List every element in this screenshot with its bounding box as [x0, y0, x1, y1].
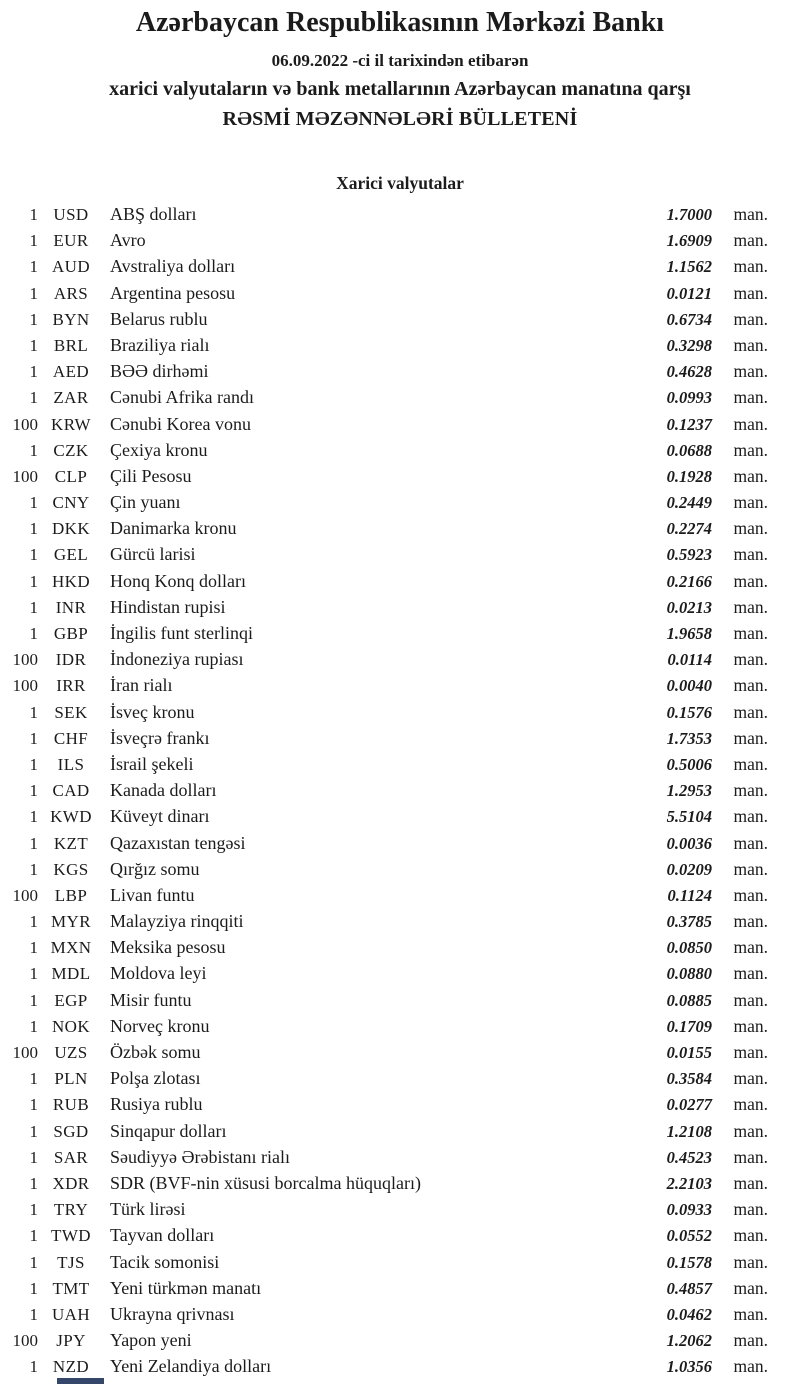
- rate-quantity: 100: [12, 1043, 38, 1062]
- rate-value: 0.0880: [666, 964, 712, 984]
- unit-label: man.: [733, 413, 768, 434]
- currency-name: Belarus rublu: [110, 308, 208, 329]
- rate-row: [0, 990, 800, 1016]
- rate-value: 0.0933: [666, 1200, 712, 1220]
- rate-quantity: 1: [29, 1252, 38, 1272]
- currency-name: Braziliya rialı: [110, 334, 210, 355]
- currency-code: LBP: [54, 885, 88, 905]
- unit-label: man.: [733, 1094, 768, 1115]
- currency-name: Özbək somu: [110, 1042, 201, 1062]
- rate-quantity: 1: [29, 624, 38, 643]
- currency-name: İsrail şekeli: [110, 753, 194, 774]
- rate-row: [0, 309, 800, 335]
- currency-code: CLP: [54, 466, 88, 486]
- currency-code: TWD: [51, 1226, 91, 1246]
- rate-quantity: 1: [29, 1278, 38, 1298]
- unit-label: man.: [733, 1303, 768, 1324]
- currency-name: İran rialı: [110, 675, 173, 696]
- rate-row: [0, 571, 800, 597]
- rate-value: 0.0036: [666, 833, 712, 853]
- rate-quantity: 1: [29, 1304, 38, 1324]
- rate-quantity: 1: [29, 283, 38, 303]
- rate-row: [0, 361, 800, 387]
- rate-row: [0, 963, 800, 989]
- rate-value: 0.5923: [666, 545, 712, 565]
- rate-quantity: 1: [29, 440, 38, 460]
- currency-name: Qırğız somu: [110, 858, 200, 879]
- rate-quantity: 1: [29, 231, 38, 251]
- unit-label: man.: [733, 361, 768, 382]
- currency-code: CAD: [52, 781, 90, 801]
- rate-quantity: 1: [29, 335, 38, 355]
- rate-value: 2.2103: [666, 1173, 712, 1193]
- rate-row: [0, 1094, 800, 1120]
- currency-code: ILS: [57, 754, 85, 774]
- currency-code: EGP: [54, 990, 88, 1010]
- unit-label: man.: [733, 675, 768, 696]
- currency-code: TMT: [52, 1278, 90, 1298]
- rate-row: [0, 1278, 800, 1304]
- currency-name: Cənubi Korea vonu: [110, 413, 251, 434]
- rate-row: [0, 728, 800, 754]
- rate-value: 0.6734: [666, 309, 712, 329]
- unit-label: man.: [733, 544, 768, 565]
- currency-name: İngilis funt sterlinqi: [110, 623, 253, 643]
- currency-name: Türk lirəsi: [110, 1199, 186, 1220]
- rate-value: 0.0850: [666, 938, 712, 958]
- unit-label: man.: [733, 1199, 768, 1220]
- rate-value: 1.2062: [666, 1331, 712, 1351]
- currency-name: Rusiya rublu: [110, 1094, 203, 1115]
- currency-name: Yeni Zelandiya dolları: [110, 1356, 272, 1377]
- currency-code: BRL: [53, 335, 89, 355]
- rate-quantity: 1: [29, 728, 38, 748]
- currency-code: XDR: [52, 1173, 90, 1193]
- rate-quantity: 1: [29, 702, 38, 722]
- unit-label: man.: [733, 1330, 768, 1351]
- unit-label: man.: [733, 1172, 768, 1193]
- rate-value: 0.3785: [666, 912, 712, 932]
- rate-row: [0, 466, 800, 492]
- currency-name: Livan funtu: [110, 884, 195, 905]
- unit-label: man.: [733, 989, 768, 1010]
- currency-code: CNY: [52, 493, 90, 513]
- rate-quantity: 1: [29, 1147, 38, 1167]
- currency-code: AED: [52, 362, 90, 382]
- currency-code: EUR: [53, 231, 89, 251]
- unit-label: man.: [733, 230, 768, 251]
- rate-quantity: 1: [29, 545, 38, 565]
- rate-row: [0, 256, 800, 282]
- currency-name: Gürcü larisi: [110, 544, 196, 565]
- currency-name: Səudiyyə Ərəbistanı rialı: [110, 1146, 290, 1167]
- currency-name: Malayziya rinqqiti: [110, 911, 244, 932]
- rate-value: 0.0040: [666, 676, 712, 696]
- bulletin-title: RƏSMİ MƏZƏNNƏLƏRİ BÜLLETENİ: [222, 108, 578, 130]
- rate-row: [0, 780, 800, 806]
- unit-label: man.: [733, 937, 768, 958]
- currency-name: Ukrayna qrivnası: [110, 1303, 235, 1324]
- rate-quantity: 100: [12, 676, 38, 696]
- currency-code: IRR: [56, 676, 86, 696]
- rate-row: [0, 440, 800, 466]
- rate-row: [0, 649, 800, 675]
- rate-quantity: 1: [29, 1121, 38, 1141]
- bank-name-title: Azərbaycan Respublikasının Mərkəzi Bankı: [135, 7, 665, 38]
- unit-label: man.: [733, 282, 768, 303]
- rate-quantity: 1: [29, 205, 38, 224]
- rate-quantity: 1: [29, 1357, 38, 1377]
- currency-code: HKD: [51, 571, 91, 591]
- currency-name: Çin yuanı: [110, 492, 181, 513]
- rate-value: 0.0277: [666, 1095, 712, 1115]
- unit-label: man.: [733, 806, 768, 827]
- rate-row: [0, 1121, 800, 1147]
- rate-value: 0.2449: [666, 493, 712, 513]
- unit-label: man.: [733, 1277, 768, 1298]
- unit-label: man.: [733, 832, 768, 853]
- rate-quantity: 1: [29, 1200, 38, 1220]
- rate-row: [0, 1016, 800, 1042]
- unit-label: man.: [733, 1120, 768, 1141]
- rate-quantity: 1: [29, 833, 38, 853]
- currency-code: SEK: [54, 702, 88, 722]
- currency-code: GEL: [53, 545, 89, 565]
- rate-value: 0.2274: [666, 519, 712, 539]
- currency-code: JPY: [56, 1331, 86, 1351]
- currency-name: ABŞ dolları: [110, 204, 197, 224]
- rate-value: 0.0213: [666, 597, 712, 617]
- rate-quantity: 1: [29, 1016, 38, 1036]
- unit-label: man.: [733, 492, 768, 513]
- currency-code: MDL: [51, 964, 91, 984]
- currency-name: Tacik somonisi: [110, 1251, 220, 1272]
- rate-value: 0.3298: [666, 335, 712, 355]
- currency-name: Danimarka kronu: [110, 518, 237, 539]
- rate-quantity: 100: [12, 885, 38, 905]
- currency-code: RUB: [52, 1095, 90, 1115]
- unit-label: man.: [733, 858, 768, 879]
- currency-name: Avro: [110, 230, 146, 251]
- unit-label: man.: [733, 1225, 768, 1246]
- currency-code: CZK: [53, 440, 89, 460]
- currency-name: Meksika pesosu: [110, 937, 226, 958]
- rate-value: 1.7000: [666, 205, 712, 224]
- rate-quantity: 1: [29, 754, 38, 774]
- rate-row: [0, 1199, 800, 1225]
- rate-value: 0.1578: [666, 1252, 712, 1272]
- rate-quantity: 1: [29, 597, 38, 617]
- currency-code: KZT: [53, 833, 89, 853]
- rate-row: [0, 1042, 800, 1068]
- rate-row: [0, 885, 800, 911]
- rate-value: 1.7353: [666, 728, 712, 748]
- rate-quantity: 1: [29, 257, 38, 277]
- rate-quantity: 1: [29, 1226, 38, 1246]
- unit-label: man.: [733, 753, 768, 774]
- currency-name: SDR (BVF-nin xüsusi borcalma hüquqları): [110, 1172, 421, 1193]
- currency-code: DKK: [51, 519, 91, 539]
- unit-label: man.: [733, 1068, 768, 1089]
- rate-value: 0.0688: [666, 440, 712, 460]
- currency-name: Küveyt dinarı: [110, 806, 210, 827]
- rate-value: 1.6909: [666, 231, 712, 251]
- unit-label: man.: [733, 884, 768, 905]
- unit-label: man.: [733, 439, 768, 460]
- rate-value: 0.0155: [666, 1043, 712, 1062]
- rate-row: [0, 702, 800, 728]
- rate-row: [0, 597, 800, 623]
- rate-row: [0, 937, 800, 963]
- rate-quantity: 1: [29, 859, 38, 879]
- rate-quantity: 1: [29, 388, 38, 408]
- currency-name: Honq Konq dolları: [110, 570, 246, 591]
- rate-row: [0, 1252, 800, 1278]
- currency-code: USD: [53, 205, 89, 224]
- rate-value: 0.3584: [666, 1069, 712, 1089]
- unit-label: man.: [733, 1015, 768, 1036]
- rate-quantity: 1: [29, 1069, 38, 1089]
- rate-quantity: 1: [29, 493, 38, 513]
- rate-value: 0.1709: [666, 1016, 712, 1036]
- rate-quantity: 100: [12, 650, 38, 670]
- rate-row: [0, 859, 800, 885]
- rate-quantity: 1: [29, 938, 38, 958]
- currency-code: SGD: [53, 1121, 89, 1141]
- unit-label: man.: [733, 387, 768, 408]
- currency-name: İsveç kronu: [110, 701, 195, 722]
- rate-quantity: 1: [29, 912, 38, 932]
- currency-code: GBP: [53, 624, 89, 643]
- rate-value: 1.1562: [666, 257, 712, 277]
- rate-row: [0, 754, 800, 780]
- currency-name: Sinqapur dolları: [110, 1120, 227, 1141]
- rate-value: 1.9658: [666, 624, 712, 643]
- unit-label: man.: [733, 701, 768, 722]
- unit-label: man.: [733, 780, 768, 801]
- rate-row: [0, 414, 800, 440]
- unit-label: man.: [733, 596, 768, 617]
- rate-row: [0, 518, 800, 544]
- unit-label: man.: [733, 308, 768, 329]
- rate-row: [0, 387, 800, 413]
- rate-row: [0, 204, 800, 230]
- rate-quantity: 100: [12, 414, 38, 434]
- rate-value: 0.5006: [666, 754, 712, 774]
- currency-name: Qazaxıstan tengəsi: [110, 832, 246, 853]
- currency-name: Moldova leyi: [110, 963, 207, 984]
- rate-value: 0.0114: [667, 650, 712, 670]
- rate-row: [0, 492, 800, 518]
- rate-value: 5.5104: [666, 807, 712, 827]
- rate-row: [0, 1356, 800, 1382]
- rate-row: [0, 544, 800, 570]
- rate-quantity: 1: [29, 807, 38, 827]
- rate-row: [0, 1225, 800, 1251]
- currency-code: MYR: [51, 912, 91, 932]
- rate-quantity: 1: [29, 964, 38, 984]
- currency-name: Misir funtu: [110, 989, 192, 1010]
- rate-row: [0, 230, 800, 256]
- currency-code: ARS: [53, 283, 89, 303]
- rate-row: [0, 1173, 800, 1199]
- unit-label: man.: [733, 623, 768, 643]
- currency-code: SAR: [53, 1147, 89, 1167]
- rate-quantity: 100: [12, 1331, 38, 1351]
- rate-quantity: 1: [29, 1173, 38, 1193]
- currency-code: UAH: [51, 1304, 91, 1324]
- rate-row: [0, 283, 800, 309]
- rate-value: 0.0552: [666, 1226, 712, 1246]
- unit-label: man.: [733, 518, 768, 539]
- currency-name: Norveç kronu: [110, 1015, 210, 1036]
- currency-name: Avstraliya dolları: [110, 256, 236, 277]
- currency-name: İndoneziya rupiası: [110, 649, 244, 670]
- currency-code: INR: [55, 597, 87, 617]
- unit-label: man.: [733, 465, 768, 486]
- unit-label: man.: [733, 911, 768, 932]
- currency-name: Çili Pesosu: [110, 465, 192, 486]
- rate-value: 0.4857: [666, 1278, 712, 1298]
- rate-value: 0.0462: [666, 1304, 712, 1324]
- rate-quantity: 1: [29, 362, 38, 382]
- currency-name: BƏƏ dirhəmi: [110, 361, 209, 382]
- rate-row: [0, 675, 800, 701]
- unit-label: man.: [733, 649, 768, 670]
- rate-value: 0.4628: [666, 362, 712, 382]
- currency-name: Yapon yeni: [110, 1330, 192, 1351]
- currency-code: NOK: [51, 1016, 91, 1036]
- rate-quantity: 1: [29, 1095, 38, 1115]
- currency-code: PLN: [54, 1069, 88, 1089]
- rate-quantity: 1: [29, 781, 38, 801]
- effective-date-line: 06.09.2022 -ci il tarixindən etibarən: [271, 51, 529, 70]
- currency-code: MXN: [50, 938, 92, 958]
- unit-label: man.: [733, 1042, 768, 1062]
- rate-value: 0.0121: [666, 283, 712, 303]
- rate-quantity: 1: [29, 519, 38, 539]
- rate-value: 1.2108: [666, 1121, 712, 1141]
- rate-row: [0, 1304, 800, 1330]
- currency-code: TRY: [53, 1200, 89, 1220]
- unit-label: man.: [733, 1356, 768, 1377]
- rate-value: 0.0209: [666, 859, 712, 879]
- rate-row: [0, 335, 800, 361]
- currency-code: UZS: [54, 1043, 88, 1062]
- rate-row: [0, 806, 800, 832]
- rate-quantity: 1: [29, 309, 38, 329]
- section-title-foreign-currencies: Xarici valyutalar: [336, 173, 464, 193]
- unit-label: man.: [733, 256, 768, 277]
- rate-value: 0.0993: [666, 388, 712, 408]
- rate-value: 0.1124: [667, 885, 712, 905]
- rate-quantity: 100: [12, 466, 38, 486]
- currency-name: Hindistan rupisi: [110, 596, 226, 617]
- cutoff-fragment-bar: [57, 1378, 104, 1384]
- currency-name: Yeni türkmən manatı: [110, 1277, 262, 1298]
- currency-name: Tayvan dolları: [110, 1225, 215, 1246]
- currency-code: TJS: [57, 1252, 85, 1272]
- unit-label: man.: [733, 727, 768, 748]
- currency-code: CHF: [53, 728, 89, 748]
- rate-row: [0, 1147, 800, 1173]
- unit-label: man.: [733, 1251, 768, 1272]
- unit-label: man.: [733, 963, 768, 984]
- exchange-rates-table: [0, 204, 800, 1382]
- rate-row: [0, 623, 800, 649]
- bulletin-subtitle: xarici valyutaların və bank metallarının Azərbaycan manatına qarşı: [109, 78, 691, 100]
- currency-name: İsveçrə frankı: [110, 727, 210, 748]
- rate-row: [0, 1330, 800, 1356]
- rate-value: 0.4523: [666, 1147, 712, 1167]
- rate-row: [0, 911, 800, 937]
- currency-code: KRW: [51, 414, 91, 434]
- unit-label: man.: [733, 570, 768, 591]
- unit-label: man.: [733, 1146, 768, 1167]
- rate-value: 0.1576: [666, 702, 712, 722]
- rate-row: [0, 1068, 800, 1094]
- currency-name: Kanada dolları: [110, 780, 217, 801]
- currency-name: Polşa zlotası: [110, 1068, 201, 1089]
- currency-name: Argentina pesosu: [110, 282, 236, 303]
- currency-code: NZD: [52, 1357, 90, 1377]
- rate-quantity: 1: [29, 990, 38, 1010]
- unit-label: man.: [733, 204, 768, 224]
- rate-row: [0, 833, 800, 859]
- rate-value: 0.2166: [666, 571, 712, 591]
- currency-code: AUD: [51, 257, 91, 277]
- currency-code: BYN: [52, 309, 90, 329]
- currency-code: IDR: [55, 650, 87, 670]
- bulletin-header: [0, 7, 800, 131]
- rate-value: 0.1237: [666, 414, 712, 434]
- rate-value: 0.1928: [666, 466, 712, 486]
- currency-name: Çexiya kronu: [110, 439, 208, 460]
- unit-label: man.: [733, 334, 768, 355]
- rate-value: 0.0885: [666, 990, 712, 1010]
- rate-value: 1.0356: [666, 1357, 712, 1377]
- currency-code: KGS: [53, 859, 89, 879]
- rate-value: 1.2953: [666, 781, 712, 801]
- rate-quantity: 1: [29, 571, 38, 591]
- currency-name: Cənubi Afrika randı: [110, 387, 254, 408]
- currency-code: ZAR: [53, 388, 89, 408]
- currency-code: KWD: [50, 807, 92, 827]
